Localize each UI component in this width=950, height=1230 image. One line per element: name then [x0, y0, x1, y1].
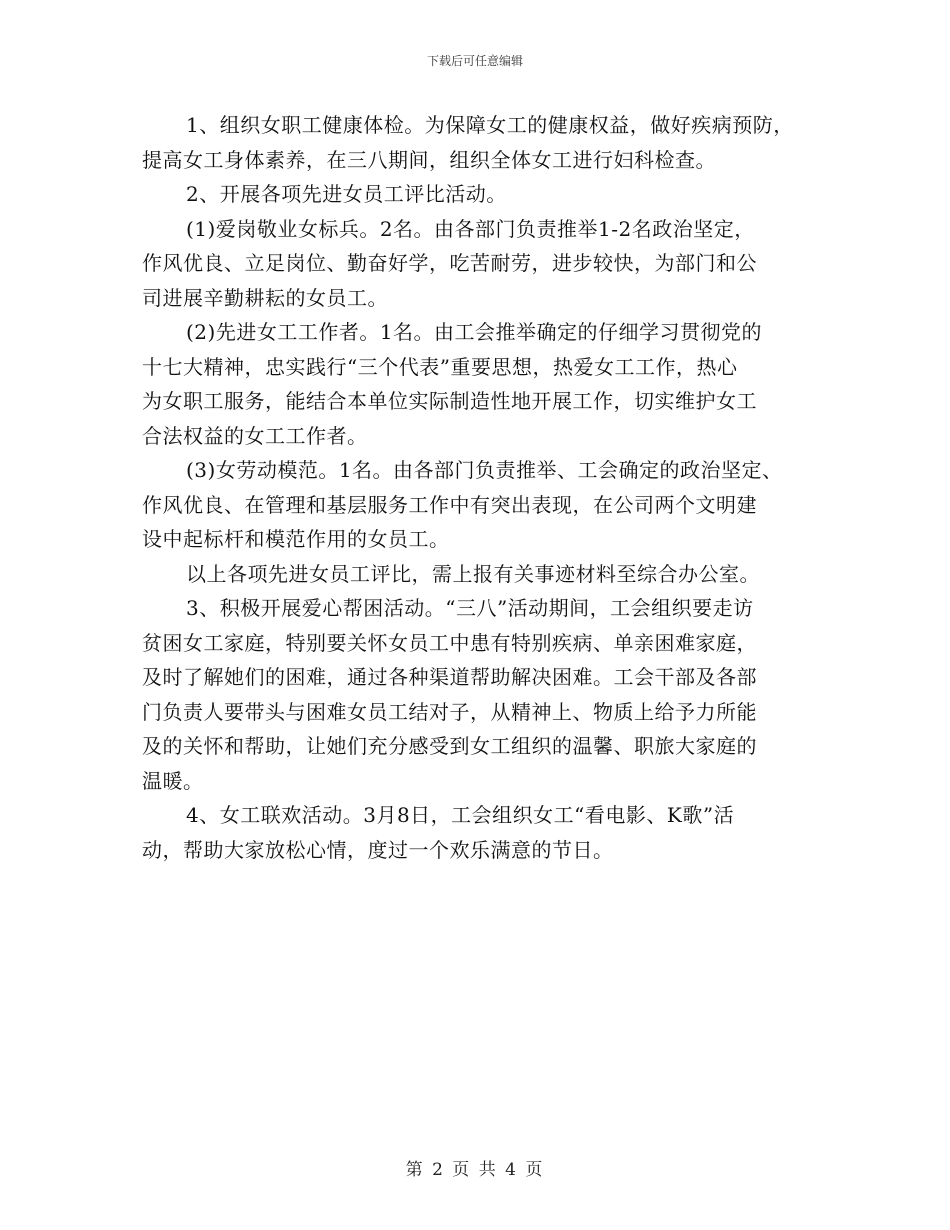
text-line: 提高女工身体素养，在三八期间，组织全体女工进行妇科检查。: [142, 147, 716, 172]
text-line: 动，帮助大家放松心情，度过一个欢乐满意的节日。: [142, 837, 614, 862]
page-footer: 第 2 页 共 4 页: [405, 1160, 545, 1180]
text-line: 温暖。: [142, 768, 204, 793]
text-line: 及的关怀和帮助，让她们充分感受到女工组织的温馨、职旅大家庭的: [142, 734, 757, 758]
text-line: 及时了解她们的困难，通过各种渠道帮助解决困难。工会干部及各部: [142, 665, 757, 689]
text-line: 贫困女工家庭，特别要关怀女员工中患有特别疾病、单亲困难家庭，: [142, 630, 757, 655]
text-line: 合法权益的女工工作者。: [142, 423, 368, 448]
page-header: 下载后可任意编辑: [426, 54, 523, 68]
text-line: 作风优良、立足岗位、勤奋好学，吃苦耐劳，进步较快，为部门和公: [142, 251, 757, 275]
text-line: 十七大精神，忠实践行“三个代表”重要思想，热爱女工工作，热心: [142, 354, 738, 379]
text-line: 设中起标杆和模范作用的女员工。: [142, 527, 450, 551]
text-line: 1、组织女职工健康体检。为保障女工的健康权益，做好疾病预防，: [186, 113, 794, 137]
text-line: 司进展辛勤耕耘的女员工。: [142, 285, 388, 310]
text-line: (3)女劳动模范。1名。由各部门负责推举、工会确定的政治坚定、: [186, 458, 783, 482]
text-line: 3、积极开展爱心帮困活动。“三八”活动期间，工会组织要走访: [186, 596, 754, 620]
text-line: 以上各项先进女员工评比，需上报有关事迹材料至综合办公室。: [186, 561, 760, 586]
document-body: [142, 108, 822, 867]
text-line: (2)先进女工工作者。1名。由工会推举确定的仔细学习贯彻党的: [186, 320, 763, 344]
text-line: 2、开展各项先进女员工评比活动。: [186, 182, 507, 206]
text-line: 为女职工服务，能结合本单位实际制造性地开展工作，切实维护女工: [142, 389, 757, 413]
text-line: (1)爱岗敬业女标兵。2名。由各部门负责推举1-2名政治坚定，: [186, 216, 755, 241]
text-line: 4、女工联欢活动。3月8日，工会组织女工“看电影、K歌”活: [186, 803, 735, 827]
text-line: 门负责人要带头与困难女员工结对子，从精神上、物质上给予力所能: [142, 699, 757, 724]
text-line: 作风优良、在管理和基层服务工作中有突出表现，在公司两个文明建: [142, 492, 757, 517]
